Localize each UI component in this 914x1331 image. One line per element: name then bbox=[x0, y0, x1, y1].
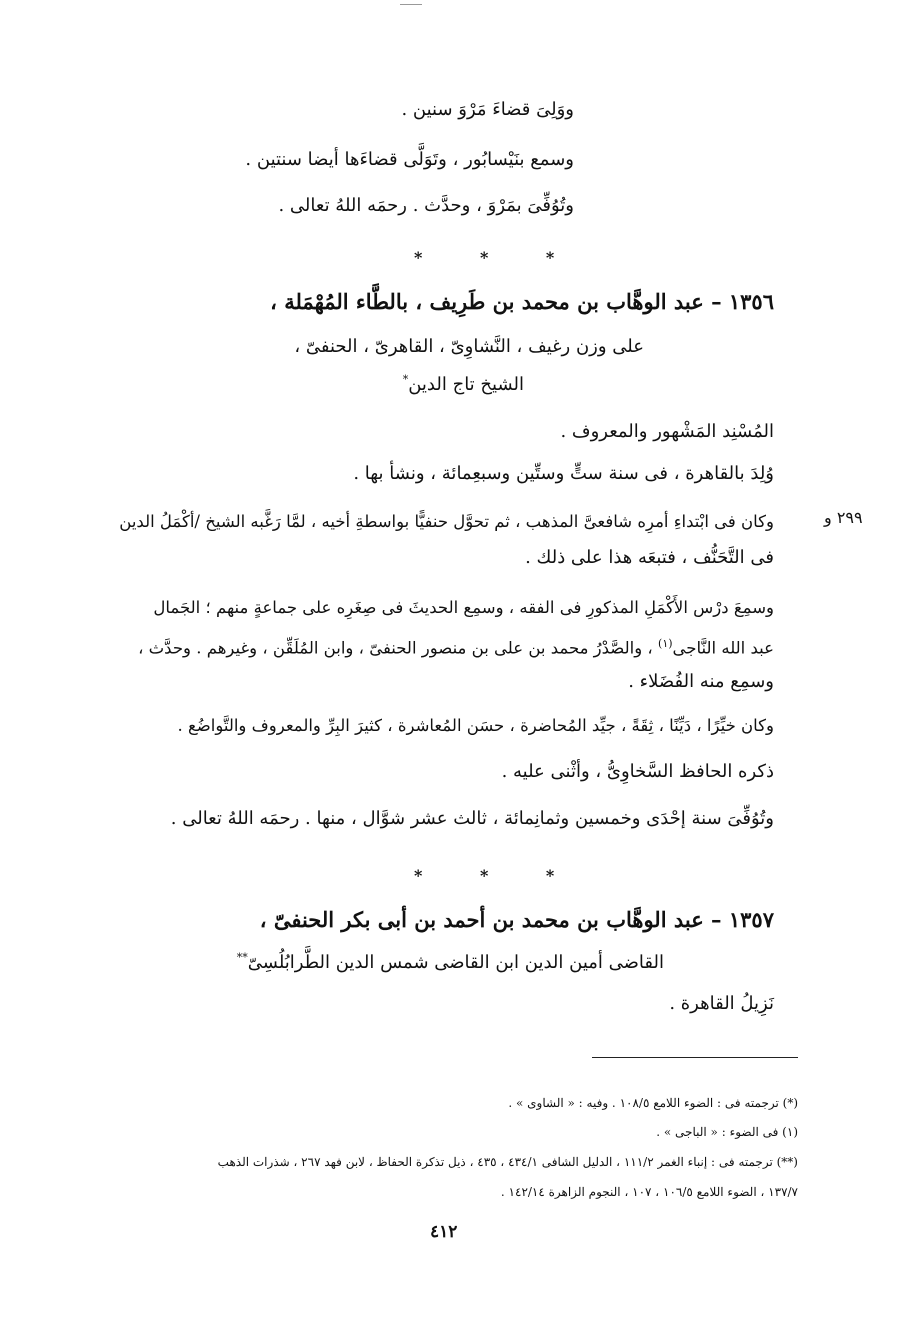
entry-1356-title bbox=[403, 366, 524, 399]
entry-1356-para-4-line-3: وسمِع منه الفُضَلاء . bbox=[628, 671, 774, 692]
section-separator: * * * bbox=[414, 248, 581, 267]
page-number: ٤١٢ bbox=[430, 1222, 458, 1242]
entry-1356-heading: ١٣٥٦ – عبد الوهَّاب بن محمد بن طَرِيف ، بالطَّاء المُهْمَلة ، bbox=[270, 289, 774, 314]
entry-1357-heading: ١٣٥٧ – عبد الوهَّاب بن محمد بن أحمد بن أبى بكر الحنفىّ ، bbox=[259, 907, 774, 932]
entry-1357-subline bbox=[237, 944, 664, 977]
entry-1356-para-7: وتُوُفِّىَ سنة إحْدَى وخمسين وثمانِمائة ، ثالث عشر شوَّال ، منها . رحمَه اللهُ تعالى . bbox=[170, 808, 774, 829]
footnote-rule bbox=[592, 1057, 798, 1058]
footnote-ref-1: (١) bbox=[658, 637, 673, 650]
entry-1356-title-mark: * bbox=[402, 373, 409, 386]
entry-1356-para-4-line-2 bbox=[138, 630, 774, 663]
entry-1357-para-1: نَزِيلُ القاهرة . bbox=[669, 993, 774, 1014]
entry-1356-para-2: وُلِدَ بالقاهرة ، فى سنة ستٍّ وستِّين وسبعِمائة ، ونشأ بها . bbox=[353, 463, 774, 484]
entry-1356-para-6: ذكره الحافظ السَّخاوِىُّ ، وأثْنى عليه . bbox=[501, 761, 774, 782]
entry-1357-subline-text: القاضى أمين الدين ابن القاضى شمس الدين الطَّرابُلُسِىّ bbox=[247, 952, 664, 973]
entry-1357-subline-mark: ** bbox=[236, 951, 248, 964]
footnote-3-line-2: ١٣٧/٧ ، الضوء اللامع ١٠٦/٥ ، ١٠٧ ، النجوم الزاهرة ١٤٢/١٤ . bbox=[500, 1185, 798, 1199]
prev-entry-line-1: ووَلِىَ قضاءَ مَرْوَ سنين . bbox=[401, 99, 574, 120]
entry-1356-para-5: وكان خيِّرًا ، دَيِّنًا ، ثِقَةً ، جيِّد المُحاضرة ، حسَن المُعاشرة ، كثيرَ البِرِّ والمعروف والتَّواضُع . bbox=[177, 716, 774, 735]
footnote-1: (*) ترجمته فى : الضوء اللامع ١٠٨/٥ . وفيه : « الشاوى » . bbox=[508, 1096, 798, 1110]
entry-1356-para-4-text-b: ، والصَّدْرُ محمد بن على بن منصور الحنفىّ ، وابن المُلَقِّن ، وغيرهم . وحدَّث ، bbox=[138, 638, 659, 658]
footnote-3-line-1: (**) ترجمته فى : إنباء الغمر ١١١/٢ ، الدليل الشافى ٤٣٤/١ ، ٤٣٥ ، ذيل تذكرة الحفاظ ، لابن فهد ٢٦٧ ، شذرات الذهب bbox=[217, 1155, 798, 1169]
entry-1356-para-4-line-1: وسمِعَ درْس الأَكْمَلِ المذكورِ فى الفقه ، وسمِع الحديثَ فى صِغَرِه على جماعةٍ منهم ؛ الجَمال bbox=[153, 598, 774, 617]
margin-manuscript-ref: ٢٩٩ و bbox=[824, 508, 863, 527]
entry-1356-subline: على وزن رغيف ، النَّشاوِىّ ، القاهرىّ ، الحنفىّ ، bbox=[294, 336, 644, 357]
entry-1356-para-4-text-a: عبد الله النَّاجى bbox=[672, 638, 774, 658]
footnote-2: (١) فى الضوء : « الباجى » . bbox=[656, 1125, 798, 1139]
prev-entry-line-2: وسمع بنَيْسابُور ، وتَوَلَّى قضاءَها أيضا سنتين . bbox=[245, 149, 574, 170]
prev-entry-line-3: وتُوُفِّىَ بمَرْوَ ، وحدَّث . رحمَه اللهُ تعالى . bbox=[278, 195, 574, 216]
section-separator-2: * * * bbox=[414, 866, 581, 885]
entry-1356-para-3-line-2: فى التَّحَنُّف ، فتبعَه هذا على ذلك . bbox=[525, 547, 774, 568]
entry-1356-title-text: الشيخ تاج الدين bbox=[408, 374, 524, 395]
entry-1356-para-1: المُسْنِد المَشْهور والمعروف . bbox=[560, 421, 774, 442]
entry-1356-para-3-line-1: وكان فى ابْتداءِ أمرِه شافعىَّ المذهب ، ثم تحوَّل حنفيًّا بواسطةِ أخيه ، لمَّا رَغَّبه الشيخ /أكْمَلُ الدين bbox=[119, 512, 774, 531]
top-crop-mark bbox=[400, 4, 422, 5]
